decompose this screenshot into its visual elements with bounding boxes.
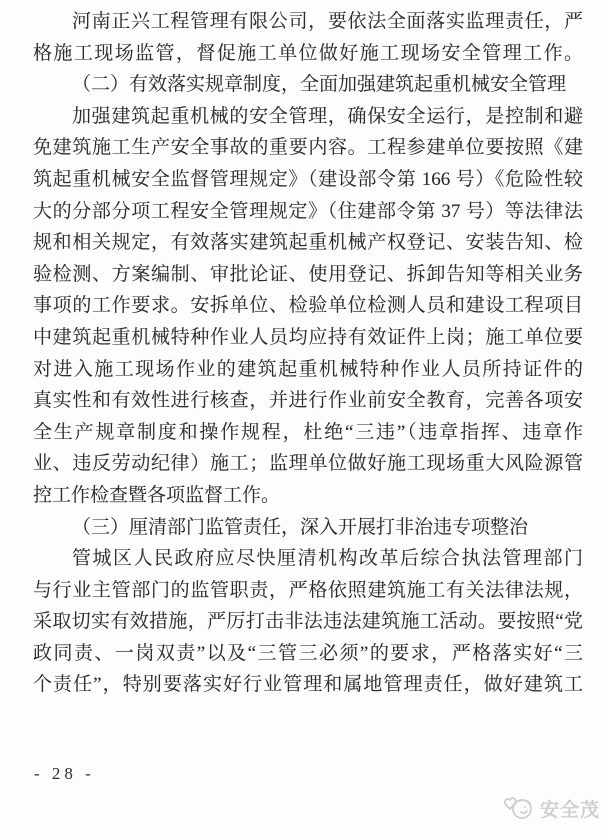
text-line: 验检测、方案编制、审批论证、使用登记、拆卸告知等相关业务 [33,263,583,285]
text-line: 业、违反劳动纪律）施工；监理单位做好施工现场重大风险源管 [33,453,583,475]
text-line: 筑起重机械安全监督管理规定》（建设部令第 166 号）《危险性较 [33,168,583,190]
text-line: 全生产规章制度和操作规程，杜绝“三违”（违章指挥、违章作 [33,421,583,443]
page-number: - 28 - [34,764,95,783]
text-line: 规和相关规定，有效落实建筑起重机械产权登记、安装告知、检 [33,232,583,254]
text-line: （二）有效落实规章制度，全面加强建筑起重机械安全管理 [72,74,567,96]
text-line: 真实性和有效性进行核查，并进行作业前安全教育，完善各项安 [33,390,583,412]
document-body [33,6,583,701]
safety-mascot-logo-icon [502,793,536,823]
watermark [502,793,600,823]
text-line: 河南正兴工程管理有限公司，要依法全面落实监理责任，严 [72,11,583,32]
text-line: 与行业主管部门的监管职责，严格依照建筑施工有关法律法规， [33,579,583,601]
text-line: 管城区人民政府应尽快厘清机构改革后综合执法管理部门 [72,548,583,570]
text-line: 事项的工作要求。安拆单位、检验单位检测人员和建设工程项目 [33,295,583,317]
text-line: 政同责、一岗双责”以及“三管三必须”的要求，严格落实好“三 [33,642,583,664]
text-line: 格施工现场监管，督促施工单位做好施工现场安全管理工作。 [33,42,583,64]
watermark-brand-text: 安全茂 [539,799,600,821]
text-line: 加强建筑起重机械的安全管理，确保安全运行，是控制和避 [72,105,583,127]
text-line: 免建筑施工生产安全事故的重要内容。工程参建单位要按照《建 [33,137,583,159]
text-line: 个责任”，特别要落实好行业管理和属地管理责任，做好建筑工 [33,674,583,696]
text-line: （三）厘清部门监管责任，深入开展打非治违专项整治 [72,516,529,538]
text-line: 中建筑起重机械特种作业人员均应持有效证件上岗；施工单位要 [33,326,583,348]
text-line: 控工作检查暨各项监督工作。 [33,484,281,506]
text-line: 对进入施工现场作业的建筑起重机械特种作业人员所持证件的 [33,358,583,380]
text-line: 采取切实有效措施，严厉打击非法违法建筑施工活动。要按照“党 [33,611,583,633]
text-line: 大的分部分项工程安全管理规定》（住建部令第 37 号）等法律法 [33,200,583,222]
